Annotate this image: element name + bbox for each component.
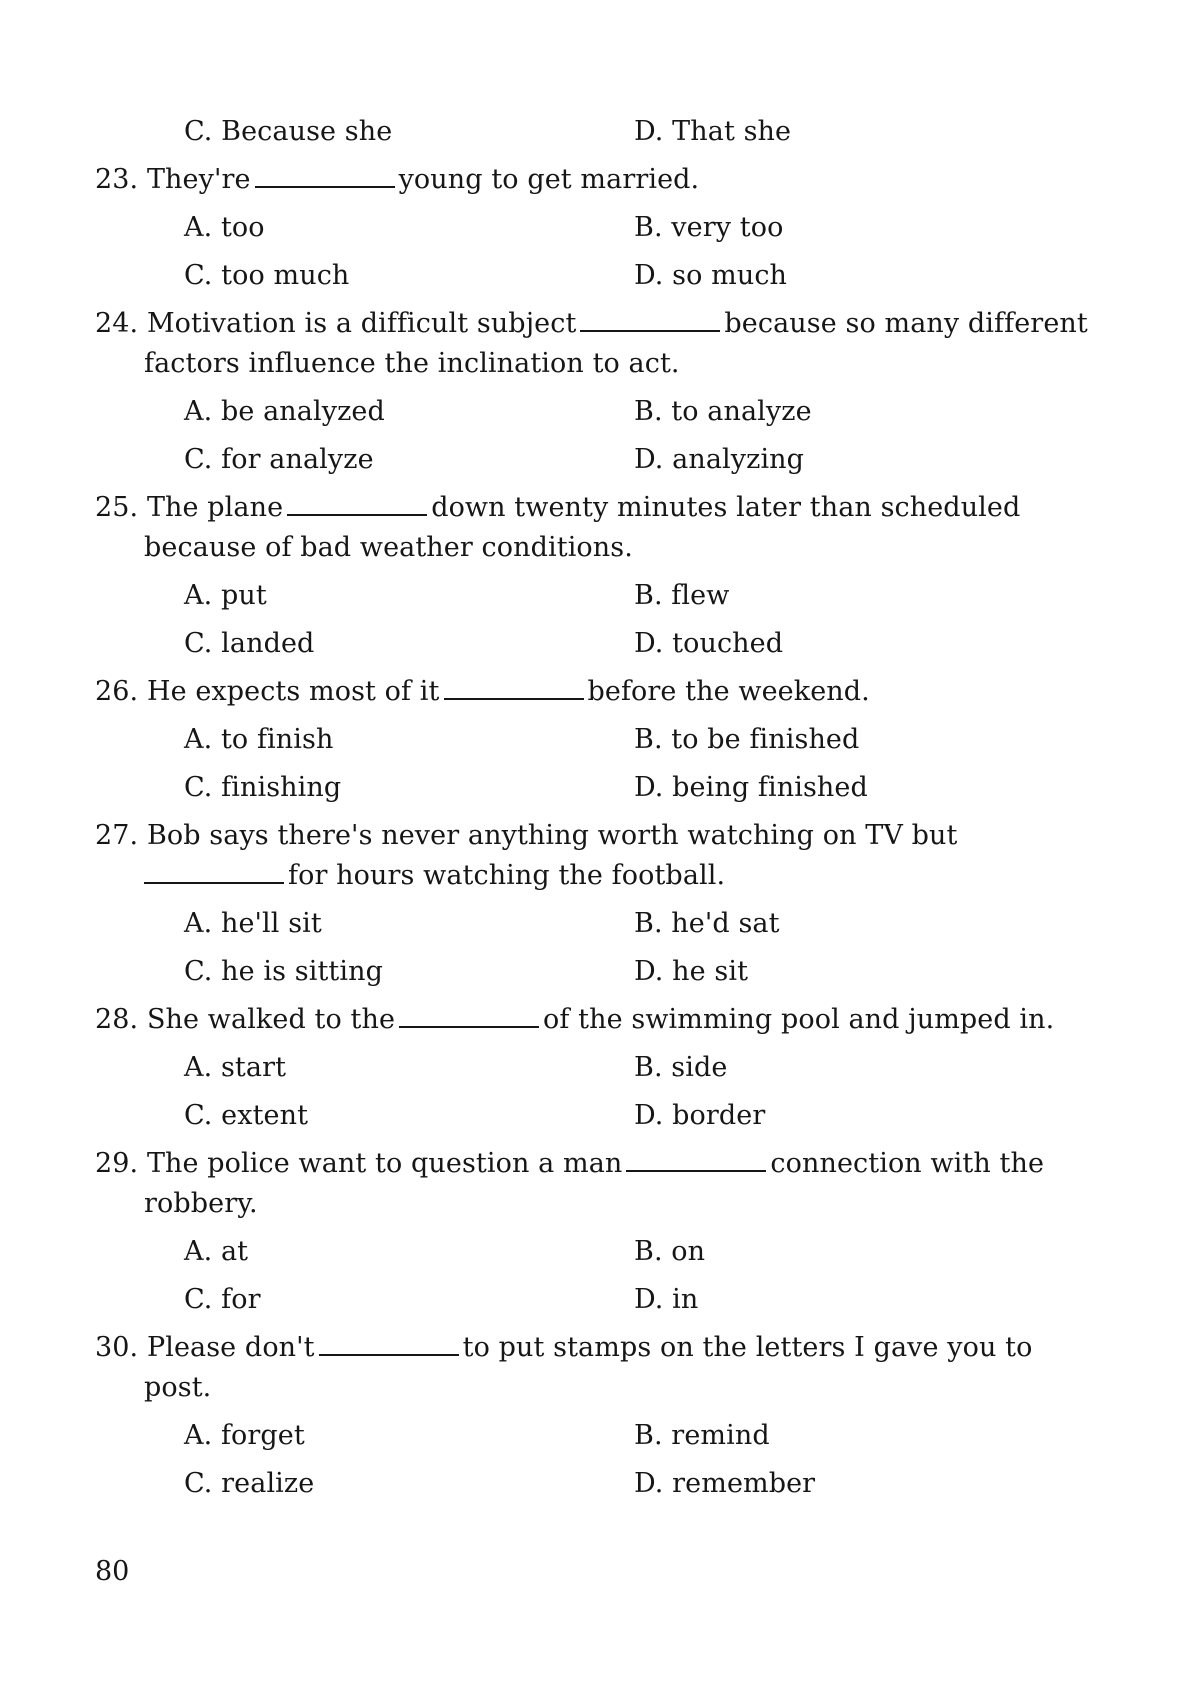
stem-text-before-blank: Motivation is a difficult subject (146, 308, 577, 339)
option-c: C. landed (184, 628, 315, 659)
option-d: D. remember (634, 1468, 816, 1499)
option-b: B. he'd sat (634, 908, 780, 939)
option-c: C. for (184, 1284, 261, 1315)
question-number: 30. (95, 1332, 139, 1363)
stem-text-after-blank: to put stamps on the letters I gave you to (462, 1332, 1033, 1363)
answer-blank (399, 1004, 539, 1028)
option-b: B. very too (634, 212, 784, 243)
option-d: D. border (634, 1100, 766, 1131)
question-23-stem (95, 160, 699, 200)
stem-text-after-blank: down twenty minutes later than scheduled (431, 492, 1021, 523)
question-24-stem-line-2: factors influence the inclination to act. (144, 348, 680, 379)
option-d: D. he sit (634, 956, 749, 987)
option-d: D. in (634, 1284, 699, 1315)
question-24-stem (95, 304, 1088, 344)
stem-text-after-blank: because so many different (724, 308, 1088, 339)
page-number: 80 (95, 1556, 130, 1587)
stem-text-before-blank: Please don't (146, 1332, 315, 1363)
option-c: C. for analyze (184, 444, 374, 475)
question-number: 27. (95, 820, 139, 851)
stem-text-after-blank: young to get married. (398, 164, 700, 195)
option-a: A. be analyzed (184, 396, 385, 427)
stem-text-after-blank: before the weekend. (587, 676, 870, 707)
option-c: C. finishing (184, 772, 342, 803)
option-a: A. too (184, 212, 265, 243)
question-number: 25. (95, 492, 139, 523)
answer-blank (580, 308, 720, 332)
stem-text-after-blank: connection with the (770, 1148, 1045, 1179)
option-a: A. put (184, 580, 267, 611)
question-29-stem (95, 1144, 1044, 1184)
option-c: C. realize (184, 1468, 315, 1499)
question-30-stem-line-2: post. (144, 1372, 212, 1403)
stem-text-before-blank: The police want to question a man (146, 1148, 623, 1179)
option-d: D. being finished (634, 772, 868, 803)
question-30-stem (95, 1328, 1032, 1368)
question-29-stem-line-2: robbery. (144, 1188, 258, 1219)
question-number: 23. (95, 164, 139, 195)
option-c: C. Because she (184, 116, 393, 147)
question-28-stem (95, 1000, 1054, 1040)
option-a: A. forget (184, 1420, 305, 1451)
option-b: B. to analyze (634, 396, 812, 427)
option-d: D. touched (634, 628, 784, 659)
stem-text-before-blank: He expects most of it (146, 676, 440, 707)
option-c: C. too much (184, 260, 350, 291)
question-number: 29. (95, 1148, 139, 1179)
answer-blank (626, 1148, 766, 1172)
option-b: B. to be finished (634, 724, 860, 755)
option-c: C. he is sitting (184, 956, 383, 987)
answer-blank (319, 1332, 459, 1356)
option-b: B. flew (634, 580, 730, 611)
stem-text-after-blank: of the swimming pool and jumped in. (543, 1004, 1055, 1035)
stem-text: Bob says there's never anything worth watching on TV but (146, 820, 958, 851)
stem-text-after-blank: for hours watching the football. (288, 860, 726, 891)
question-27-stem (95, 816, 957, 856)
option-c: C. extent (184, 1100, 309, 1131)
answer-blank (255, 164, 395, 188)
option-a: A. he'll sit (184, 908, 322, 939)
answer-blank (444, 676, 584, 700)
question-26-stem (95, 672, 870, 712)
option-a: A. at (184, 1236, 249, 1267)
option-a: A. start (184, 1052, 287, 1083)
option-d: D. That she (634, 116, 792, 147)
stem-text-before-blank: The plane (146, 492, 284, 523)
question-number: 26. (95, 676, 139, 707)
option-d: D. analyzing (634, 444, 805, 475)
option-b: B. on (634, 1236, 706, 1267)
stem-text-before-blank: They're (146, 164, 251, 195)
option-d: D. so much (634, 260, 788, 291)
question-number: 24. (95, 308, 139, 339)
question-number: 28. (95, 1004, 139, 1035)
question-25-stem-line-2: because of bad weather conditions. (144, 532, 633, 563)
option-b: B. side (634, 1052, 728, 1083)
option-b: B. remind (634, 1420, 770, 1451)
stem-text-before-blank: She walked to the (146, 1004, 396, 1035)
question-27-stem-line-2 (144, 856, 725, 896)
question-25-stem (95, 488, 1020, 528)
option-a: A. to finish (184, 724, 334, 755)
answer-blank (287, 492, 427, 516)
answer-blank (144, 860, 284, 884)
